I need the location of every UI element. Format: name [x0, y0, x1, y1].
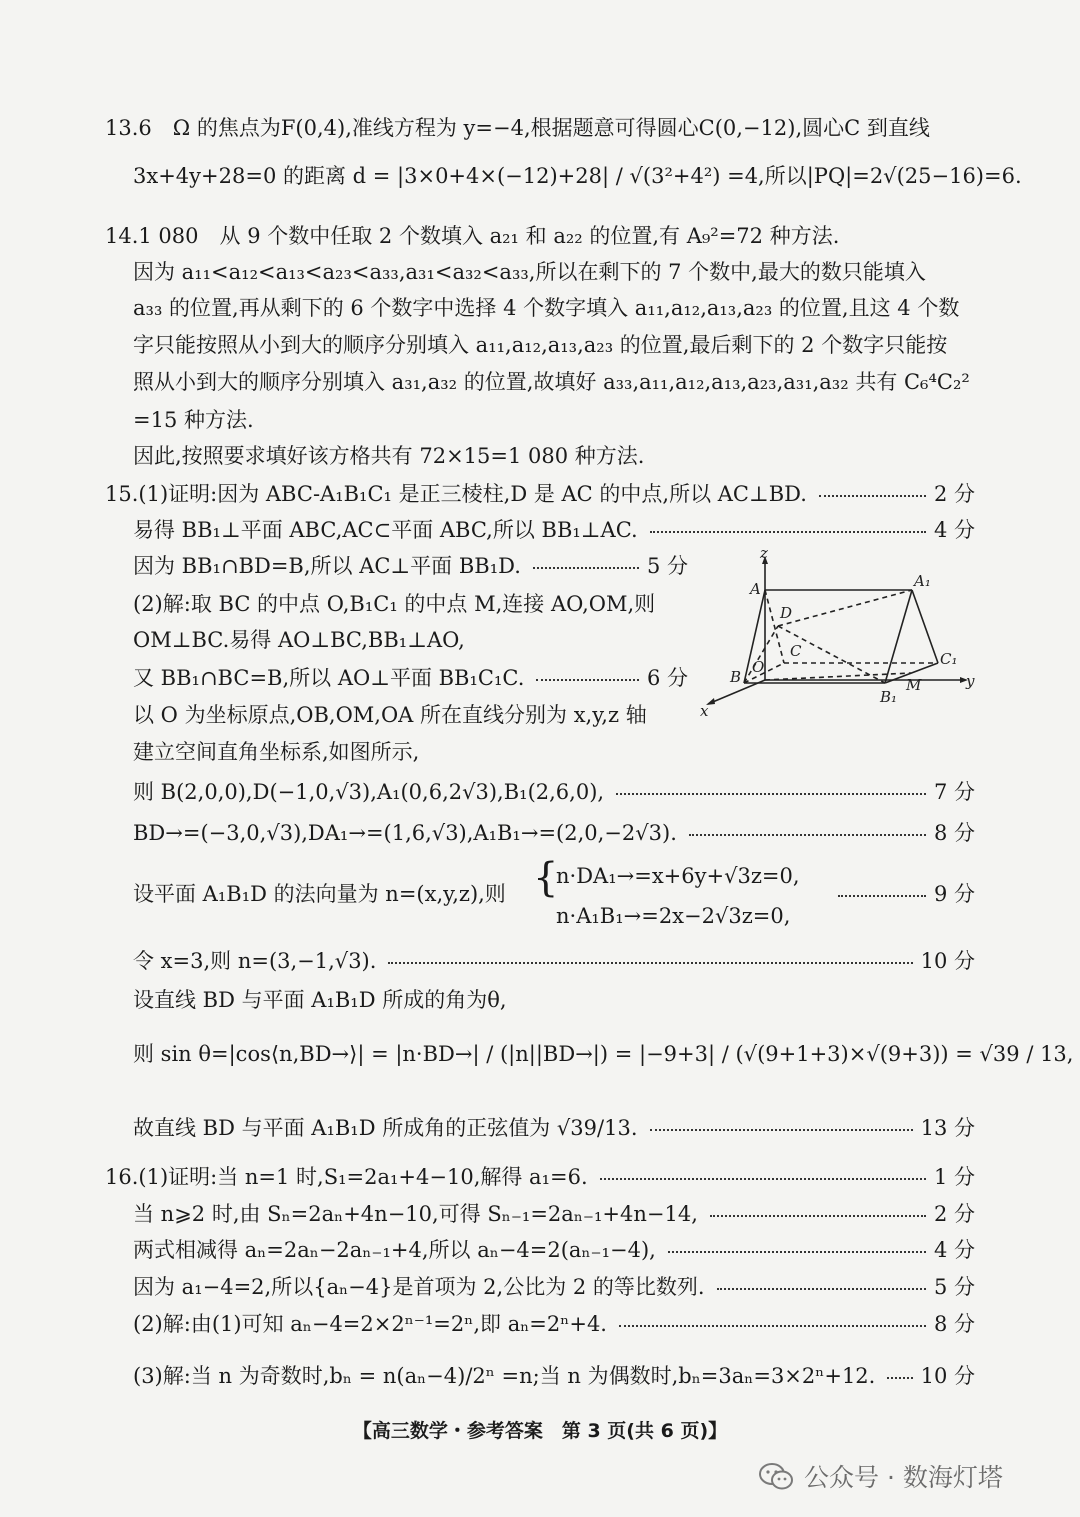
wechat-icon — [758, 1462, 794, 1492]
p13-line1: 13.6 Ω 的焦点为F(0,4),准线方程为 y=−4,根据题意可得圆心C(0,−12),圆心C 到直线 — [105, 116, 930, 140]
p14-line2: 因为 a₁₁<a₁₂<a₁₃<a₂₃<a₃₃,a₃₁<a₃₂<a₃₃,所以在剩下的 7 个数中,最大的数只能填入 — [133, 260, 926, 284]
p15-line14: 则 sin θ=|cos⟨n,BD→⟩| = |n·BD→| / (|n||BD→|) = |−9+3| / (√(9+1+3)×√(9+3)) = √39 / 13, — [133, 1042, 1074, 1066]
fig-label: O — [752, 658, 765, 676]
p14-line5: 照从小到大的顺序分别填入 a₃₁,a₃₂ 的位置,故填好 a₃₃,a₁₁,a₁₂,a₁₃,a₂₃,a₃₁,a₃₂ 共有 C₆⁴C₂² — [133, 370, 970, 394]
fig-label: A₁ — [914, 572, 931, 590]
p15-step9: 则 B(2,0,0),D(−1,0,√3),A₁(0,6,2√3),B₁(2,6,0), 7 分 — [133, 780, 975, 804]
p15-line13: 设直线 BD 与平面 A₁B₁D 所成的角为θ, — [133, 988, 507, 1012]
fig-label: B₁ — [880, 688, 898, 706]
p15-step1: 15.(1)证明:因为 ABC-A₁B₁C₁ 是正三棱柱,D 是 AC 的中点,所以 AC⊥BD. 2 分 — [105, 482, 975, 506]
p16-step5: (2)解:由(1)可知 aₙ−4=2×2ⁿ⁻¹=2ⁿ,即 aₙ=2ⁿ+4. 8 分 — [133, 1312, 975, 1336]
p13-line2: 3x+4y+28=0 的距离 d = |3×0+4×(−12)+28| / √(3²+4²) =4,所以|PQ|=2√(25−16)=6. — [133, 164, 1022, 188]
p15-eq1: n·DA₁→=x+6y+√3z=0, — [556, 864, 800, 888]
page-footer: 【高三数学・参考答案 第 3 页(共 6 页)】 — [352, 1420, 728, 1442]
fig-label: y — [966, 672, 975, 690]
p15-line4: (2)解:取 BC 的中点 O,B₁C₁ 的中点 M,连接 AO,OM,则 — [133, 592, 656, 616]
p15-step11-score: 9 分 — [826, 884, 975, 905]
fig-label: z — [760, 548, 768, 562]
p15-eq2: n·A₁B₁→=2x−2√3z=0, — [556, 904, 791, 928]
fig-label: C — [790, 642, 802, 660]
watermark — [758, 1462, 1003, 1492]
fig-label: x — [700, 702, 709, 720]
p15-line5: OM⊥BC.易得 AO⊥BC,BB₁⊥AO, — [133, 628, 465, 652]
p15-step6: 又 BB₁∩BC=B,所以 AO⊥平面 BB₁C₁C. 6 分 — [133, 666, 688, 690]
p16-step1: 16.(1)证明:当 n=1 时,S₁=2a₁+4−10,解得 a₁=6. 1 分 — [105, 1165, 975, 1189]
p15-line11: 设平面 A₁B₁D 的法向量为 n=(x,y,z),则 — [133, 882, 506, 906]
fig-label: C₁ — [940, 650, 958, 668]
p14-line7: 因此,按照要求填好该方格共有 72×15=1 080 种方法. — [133, 444, 645, 468]
p15-line7: 以 O 为坐标原点,OB,OM,OA 所在直线分别为 x,y,z 轴 — [133, 703, 647, 727]
p15-step10: BD→=(−3,0,√3),DA₁→=(1,6,√3),A₁B₁→=(2,0,−2√3). 8 分 — [133, 821, 975, 845]
p16-step6: (3)解:当 n 为奇数时,bₙ = n(aₙ−4)/2ⁿ =n;当 n 为偶数时,bₙ=3aₙ=3×2ⁿ+12. 10 分 — [133, 1364, 975, 1388]
p16-step2: 当 n⩾2 时,由 Sₙ=2aₙ+4n−10,可得 Sₙ₋₁=2aₙ₋₁+4n−14, 2 分 — [133, 1202, 975, 1226]
brace: { — [533, 855, 559, 901]
p15-step15: 故直线 BD 与平面 A₁B₁D 所成角的正弦值为 √39/13. 13 分 — [133, 1116, 975, 1140]
fig-label: B — [730, 668, 742, 686]
fig-label: A — [750, 580, 761, 598]
p15-step12: 令 x=3,则 n=(3,−1,√3). 10 分 — [133, 949, 975, 973]
p15-step3: 因为 BB₁∩BD=B,所以 AC⊥平面 BB₁D. 5 分 — [133, 554, 688, 578]
p15-line8: 建立空间直角坐标系,如图所示, — [133, 740, 420, 764]
p14-line6: =15 种方法. — [133, 408, 254, 432]
p14-line3: a₃₃ 的位置,再从剩下的 6 个数字中选择 4 个数字填入 a₁₁,a₁₂,a₁₃,a₂₃ 的位置,且这 4 个数 — [133, 296, 960, 320]
p15-step2: 易得 BB₁⊥平面 ABC,AC⊂平面 ABC,所以 BB₁⊥AC. 4 分 — [133, 518, 975, 542]
p14-line4: 字只能按照从小到大的顺序分别填入 a₁₁,a₁₂,a₁₃,a₂₃ 的位置,最后剩下的 2 个数字只能按 — [133, 333, 948, 357]
fig-label: M — [906, 676, 922, 694]
prism-figure — [700, 548, 990, 728]
p14-line1: 14.1 080 从 9 个数中任取 2 个数填入 a₂₁ 和 a₂₂ 的位置,有 A₉²=72 种方法. — [105, 224, 840, 248]
p16-step4: 因为 a₁−4=2,所以{aₙ−4}是首项为 2,公比为 2 的等比数列. 5 分 — [133, 1275, 975, 1299]
fig-label: D — [780, 604, 793, 622]
watermark-text: 公众号 · 数海灯塔 — [804, 1462, 1003, 1492]
p16-step3: 两式相减得 aₙ=2aₙ−2aₙ₋₁+4,所以 aₙ−4=2(aₙ₋₁−4), 4 分 — [133, 1238, 975, 1262]
